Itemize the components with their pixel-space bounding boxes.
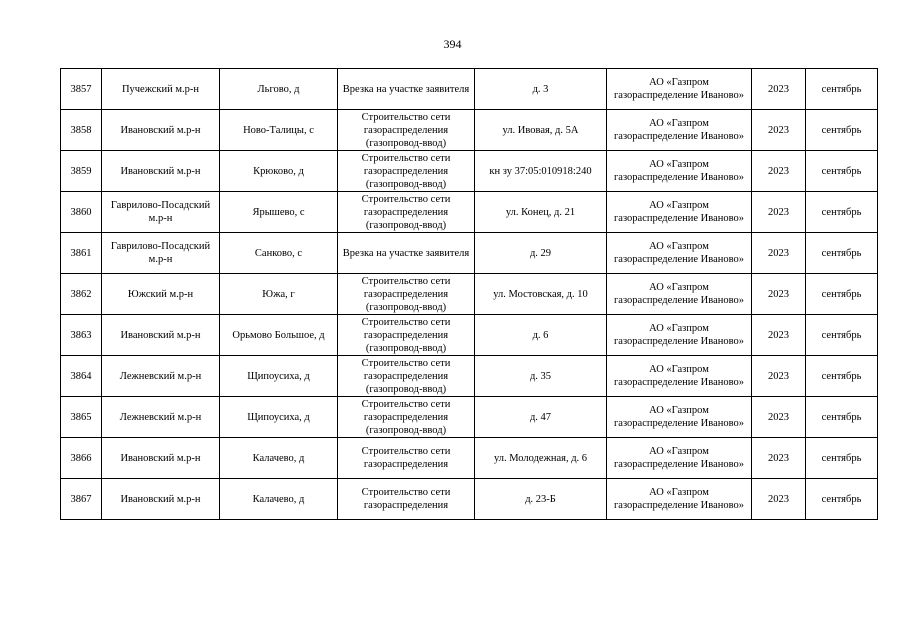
cell-district: Ивановский м.р-н — [102, 479, 220, 520]
cell-organization: АО «Газпром газораспределение Иваново» — [607, 397, 752, 438]
cell-locality: Щипоусиха, д — [220, 397, 338, 438]
cell-address: д. 29 — [475, 233, 607, 274]
cell-work-type: Врезка на участке заявителя — [338, 69, 475, 110]
cell-year: 2023 — [752, 192, 806, 233]
cell-district: Лежневский м.р-н — [102, 397, 220, 438]
cell-address: ул. Конец, д. 21 — [475, 192, 607, 233]
cell-year: 2023 — [752, 356, 806, 397]
cell-work-type: Строительство сети газораспределения (газопровод-ввод) — [338, 356, 475, 397]
cell-district: Лежневский м.р-н — [102, 356, 220, 397]
page-number: 394 — [443, 37, 462, 51]
cell-month: сентябрь — [806, 356, 878, 397]
table-row — [61, 110, 878, 151]
cell-district: Южский м.р-н — [102, 274, 220, 315]
cell-month: сентябрь — [806, 274, 878, 315]
table-row — [61, 151, 878, 192]
cell-year: 2023 — [752, 479, 806, 520]
cell-organization: АО «Газпром газораспределение Иваново» — [607, 315, 752, 356]
cell-number: 3862 — [61, 274, 102, 315]
cell-number: 3860 — [61, 192, 102, 233]
cell-number: 3861 — [61, 233, 102, 274]
cell-work-type: Строительство сети газораспределения — [338, 438, 475, 479]
cell-district: Ивановский м.р-н — [102, 151, 220, 192]
table-row — [61, 274, 878, 315]
cell-address: кн зу 37:05:010918:240 — [475, 151, 607, 192]
cell-locality: Крюково, д — [220, 151, 338, 192]
cell-district: Гаврилово-Посадский м.р-н — [102, 192, 220, 233]
cell-work-type: Строительство сети газораспределения — [338, 479, 475, 520]
table-row — [61, 356, 878, 397]
cell-work-type: Строительство сети газораспределения (газопровод-ввод) — [338, 274, 475, 315]
cell-organization: АО «Газпром газораспределение Иваново» — [607, 356, 752, 397]
table-body — [61, 69, 878, 520]
cell-address: ул. Молодежная, д. 6 — [475, 438, 607, 479]
cell-year: 2023 — [752, 397, 806, 438]
table-row — [61, 192, 878, 233]
table-row — [61, 397, 878, 438]
cell-locality: Ново-Талицы, с — [220, 110, 338, 151]
cell-district: Пучежский м.р-н — [102, 69, 220, 110]
cell-number: 3858 — [61, 110, 102, 151]
cell-year: 2023 — [752, 69, 806, 110]
cell-organization: АО «Газпром газораспределение Иваново» — [607, 274, 752, 315]
cell-month: сентябрь — [806, 397, 878, 438]
cell-address: ул. Мостовская, д. 10 — [475, 274, 607, 315]
cell-year: 2023 — [752, 438, 806, 479]
cell-organization: АО «Газпром газораспределение Иваново» — [607, 110, 752, 151]
cell-number: 3867 — [61, 479, 102, 520]
cell-year: 2023 — [752, 233, 806, 274]
table-row — [61, 69, 878, 110]
cell-district: Ивановский м.р-н — [102, 315, 220, 356]
cell-organization: АО «Газпром газораспределение Иваново» — [607, 69, 752, 110]
cell-organization: АО «Газпром газораспределение Иваново» — [607, 192, 752, 233]
cell-locality: Санково, с — [220, 233, 338, 274]
cell-month: сентябрь — [806, 315, 878, 356]
table-row — [61, 315, 878, 356]
cell-work-type: Строительство сети газораспределения (газопровод-ввод) — [338, 192, 475, 233]
cell-month: сентябрь — [806, 192, 878, 233]
cell-organization: АО «Газпром газораспределение Иваново» — [607, 479, 752, 520]
table-row — [61, 438, 878, 479]
cell-number: 3864 — [61, 356, 102, 397]
cell-number: 3859 — [61, 151, 102, 192]
cell-month: сентябрь — [806, 233, 878, 274]
cell-locality: Щипоусиха, д — [220, 356, 338, 397]
cell-organization: АО «Газпром газораспределение Иваново» — [607, 438, 752, 479]
cell-locality: Орьмово Большое, д — [220, 315, 338, 356]
cell-locality: Ярышево, с — [220, 192, 338, 233]
table-row — [61, 479, 878, 520]
cell-district: Ивановский м.р-н — [102, 110, 220, 151]
cell-work-type: Строительство сети газораспределения (газопровод-ввод) — [338, 315, 475, 356]
cell-year: 2023 — [752, 110, 806, 151]
cell-address: д. 6 — [475, 315, 607, 356]
gas-connection-table — [60, 68, 878, 520]
cell-address: ул. Ивовая, д. 5А — [475, 110, 607, 151]
cell-number: 3865 — [61, 397, 102, 438]
cell-address: д. 23-Б — [475, 479, 607, 520]
cell-month: сентябрь — [806, 438, 878, 479]
cell-work-type: Строительство сети газораспределения (газопровод-ввод) — [338, 110, 475, 151]
cell-number: 3863 — [61, 315, 102, 356]
cell-year: 2023 — [752, 274, 806, 315]
cell-address: д. 47 — [475, 397, 607, 438]
cell-number: 3857 — [61, 69, 102, 110]
cell-address: д. 35 — [475, 356, 607, 397]
cell-organization: АО «Газпром газораспределение Иваново» — [607, 151, 752, 192]
cell-month: сентябрь — [806, 479, 878, 520]
cell-district: Ивановский м.р-н — [102, 438, 220, 479]
cell-locality: Калачево, д — [220, 479, 338, 520]
cell-locality: Калачево, д — [220, 438, 338, 479]
cell-locality: Южа, г — [220, 274, 338, 315]
cell-work-type: Строительство сети газораспределения (газопровод-ввод) — [338, 397, 475, 438]
cell-organization: АО «Газпром газораспределение Иваново» — [607, 233, 752, 274]
cell-year: 2023 — [752, 151, 806, 192]
cell-year: 2023 — [752, 315, 806, 356]
cell-month: сентябрь — [806, 110, 878, 151]
cell-address: д. 3 — [475, 69, 607, 110]
table-row — [61, 233, 878, 274]
cell-district: Гаврилово-Посадский м.р-н — [102, 233, 220, 274]
cell-month: сентябрь — [806, 151, 878, 192]
cell-work-type: Врезка на участке заявителя — [338, 233, 475, 274]
cell-locality: Льгово, д — [220, 69, 338, 110]
cell-month: сентябрь — [806, 69, 878, 110]
cell-number: 3866 — [61, 438, 102, 479]
cell-work-type: Строительство сети газораспределения (газопровод-ввод) — [338, 151, 475, 192]
